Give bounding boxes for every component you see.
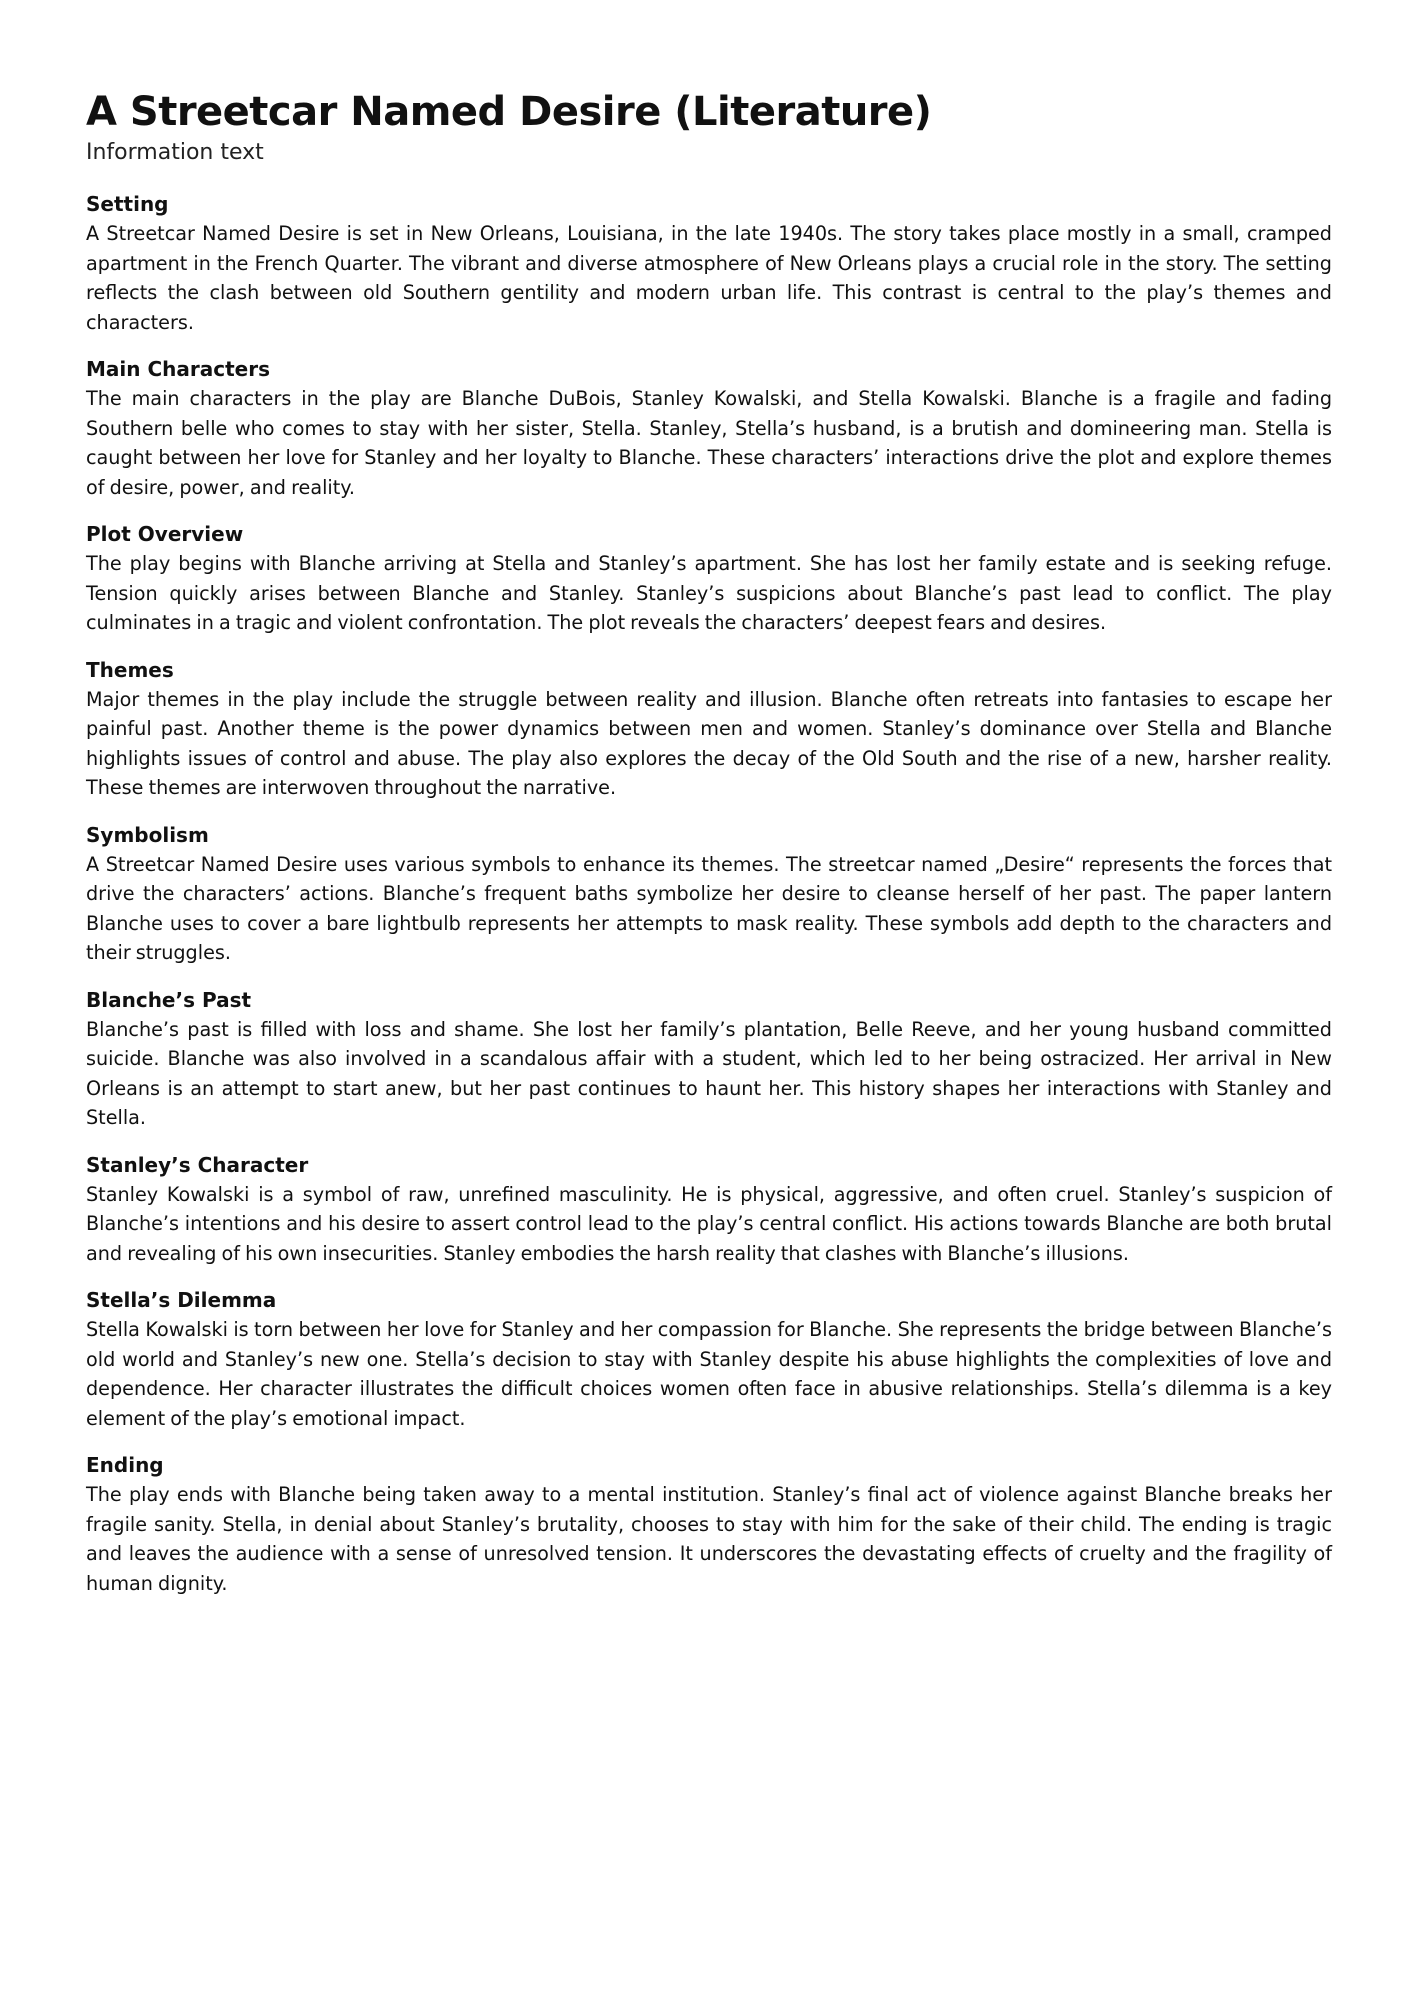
- section-heading: Plot Overview: [86, 522, 244, 546]
- section-heading: Ending: [86, 1453, 164, 1477]
- section-heading: Setting: [86, 192, 169, 216]
- section-body: Blanche’s past is filled with loss and shame. She lost her family’s plantation, Belle Reeve, and her young husband committed suicide. Blanche was also involved in a scandalous affair with a student, which led to her being ostracized. Her arrival in New Orleans is an attempt to start anew, but her past continues to haunt her. This history shapes her interactions with Stanley and Stella.: [86, 1017, 1332, 1129]
- section-ending: [86, 1451, 1332, 1598]
- section-body: The play ends with Blanche being taken away to a mental institution. Stanley’s final act of violence against Blanche breaks her fragile sanity. Stella, in denial about Stanley’s brutality, chooses to stay with him for the sake of their child. The ending is tragic and leaves the audience with a sense of unresolved tension. It underscores the devastating effects of cruelty and the fragility of human dignity.: [86, 1483, 1332, 1595]
- section-body: Stella Kowalski is torn between her love for Stanley and her compassion for Blanche. She represents the bridge between Blanche’s old world and Stanley’s new one. Stella’s decision to stay with Stanley despite his abuse highlights the complexities of love and dependence. Her character illustrates the difficult choices women often face in abusive relationships. Stella’s dilemma is a key element of the play’s emotional impact.: [86, 1318, 1332, 1430]
- section-stellas-dilemma: [86, 1286, 1332, 1433]
- section-body: The main characters in the play are Blanche DuBois, Stanley Kowalski, and Stella Kowalski. Blanche is a fragile and fading Southern belle who comes to stay with her sister, Stella. Stanley, Stella’s husband, is a brutish and domineering man. Stella is caught between her love for Stanley and her loyalty to Blanche. These characters’ interactions drive the plot and explore themes of desire, power, and reality.: [86, 387, 1332, 499]
- section-body: A Streetcar Named Desire is set in New Orleans, Louisiana, in the late 1940s. The story takes place mostly in a small, cramped apartment in the French Quarter. The vibrant and diverse atmosphere of New Orleans plays a crucial role in the story. The setting reflects the clash between old Southern gentility and modern urban life. This contrast is central to the play’s themes and characters.: [86, 222, 1332, 334]
- section-heading: Stanley’s Character: [86, 1152, 309, 1177]
- document-title: A Streetcar Named Desire (Literature): [86, 89, 932, 135]
- section-setting: [86, 190, 1332, 337]
- section-heading: Symbolism: [86, 822, 209, 847]
- section-body: The play begins with Blanche arriving at Stella and Stanley’s apartment. She has lost her family estate and is seeking refuge. Tension quickly arises between Blanche and Stanley. Stanley’s suspicions about Blanche’s past lead to conflict. The play culminates in a tragic and violent confrontation. The plot reveals the characters’ deepest fears and desires.: [86, 552, 1332, 634]
- section-heading: Stella’s Dilemma: [86, 1288, 277, 1312]
- section-body: Major themes in the play include the struggle between reality and illusion. Blanche often retreats into fantasies to escape her painful past. Another theme is the power dynamics between men and women. Stanley’s dominance over Stella and Blanche highlights issues of control and abuse. The play also explores the decay of the Old South and the rise of a new, harsher reality. These themes are interwoven throughout the narrative.: [86, 687, 1332, 799]
- section-body: A Streetcar Named Desire uses various symbols to enhance its themes. The streetcar named „Desire“ represents the forces that drive the characters’ actions. Blanche’s frequent baths symbolize her desire to cleanse herself of her past. The paper lantern Blanche uses to cover a bare lightbulb represents her attempts to mask reality. These symbols add depth to the characters and their struggles.: [86, 852, 1332, 964]
- section-main-characters: [86, 355, 1332, 502]
- section-body: Stanley Kowalski is a symbol of raw, unrefined masculinity. He is physical, aggressive, and often cruel. Stanley’s suspicion of Blanche’s intentions and his desire to assert control lead to the play’s central conflict. His actions towards Blanche are both brutal and revealing of his own insecurities. Stanley embodies the harsh reality that clashes with Blanche’s illusions.: [86, 1182, 1332, 1265]
- document-page: [86, 88, 1332, 1616]
- section-heading: Blanche’s Past: [86, 987, 252, 1012]
- section-heading: Themes: [86, 657, 174, 682]
- section-themes: [86, 656, 1332, 803]
- section-symbolism: [86, 821, 1332, 968]
- section-plot-overview: [86, 520, 1332, 638]
- section-stanleys-character: [86, 1151, 1332, 1269]
- section-heading: Main Characters: [86, 357, 270, 381]
- document-subtitle: Information text: [86, 140, 264, 165]
- section-blanches-past: [86, 986, 1332, 1133]
